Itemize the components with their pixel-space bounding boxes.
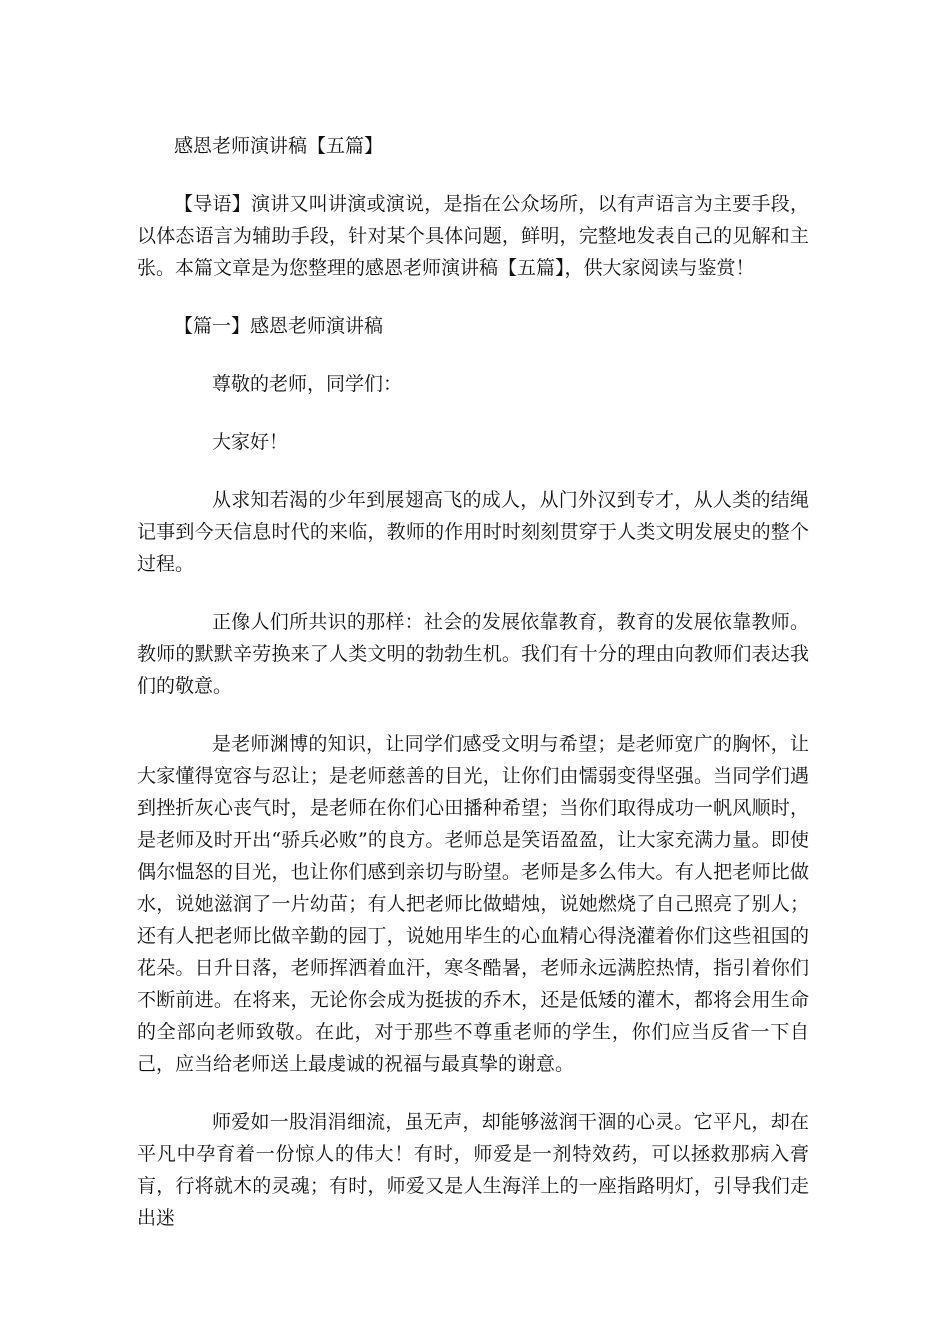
document-title: 感恩老师演讲稿【五篇】 xyxy=(174,135,384,157)
body-paragraph-1: 从求知若渴的少年到展翅高飞的成人，从门外汉到专才，从人类的结绳记事到今天信息时代的来临，教师的作用时时刻刻贯穿于人类文明发展史的整个过程。 xyxy=(137,489,809,575)
body-paragraph-3: 是老师渊博的知识，让同学们感受文明与希望；是老师宽广的胸怀，让大家懂得宽容与忍让；是老师慈善的目光，让你们由懦弱变得坚强。当同学们遇到挫折灰心丧气时，是老师在你们心田播种希望；当你们取得成功一帆风顺时，是老师及时开出“骄兵必败”的良方。老师总是笑语盈盈，让大家充满力量。即使偶尔愠怒的目光，也让你们感到亲切与盼望。老师是多么伟大。有人把老师比做水，说她滋润了一片幼苗；有人把老师比做蜡烛，说她燃烧了自己照亮了别人；还有人把老师比做辛勤的园丁，说她用毕生的心血精心得浇灌着你们这些祖国的花朵。日升日落，老师挥洒着血汗，寒冬酷暑，老师永远满腔热情，指引着你们不断前进。在将来，无论你会成为挺拔的乔木，还是低矮的灌木，都将会用生命的全部向老师致敬。在此，对于那些不尊重老师的学生，你们应当反省一下自己，应当给老师送上最虔诚的祝福与最真挚的谢意。 xyxy=(137,733,809,1075)
body-paragraph-4: 师爱如一股涓涓细流，虽无声，却能够滋润干涸的心灵。它平凡，却在平凡中孕育着一份惊人的伟大！有时，师爱是一剂特效药，可以拯救那病入膏肓，行将就木的灵魂；有时，师爱又是人生海洋上的一座指路明灯，引导我们走出迷 xyxy=(137,1111,809,1229)
document-page xyxy=(137,130,809,1260)
intro-paragraph: 【导语】演讲又叫讲演或演说，是指在公众场所，以有声语言为主要手段，以体态语言为辅助手段，针对某个具体问题，鲜明，完整地发表自己的见解和主张。本篇文章是为您整理的感恩老师演讲稿【五篇】，供大家阅读与鉴赏！ xyxy=(137,193,809,279)
salutation: 尊敬的老师，同学们： xyxy=(212,373,403,395)
body-paragraph-2: 正像人们所共识的那样：社会的发展依靠教育，教育的发展依靠教师。教师的默默辛劳换来了人类文明的勃勃生机。我们有十分的理由向教师们表达我们的敬意。 xyxy=(137,611,809,697)
greeting: 大家好！ xyxy=(212,431,289,453)
section-heading: 【篇一】感恩老师演讲稿 xyxy=(174,315,384,337)
